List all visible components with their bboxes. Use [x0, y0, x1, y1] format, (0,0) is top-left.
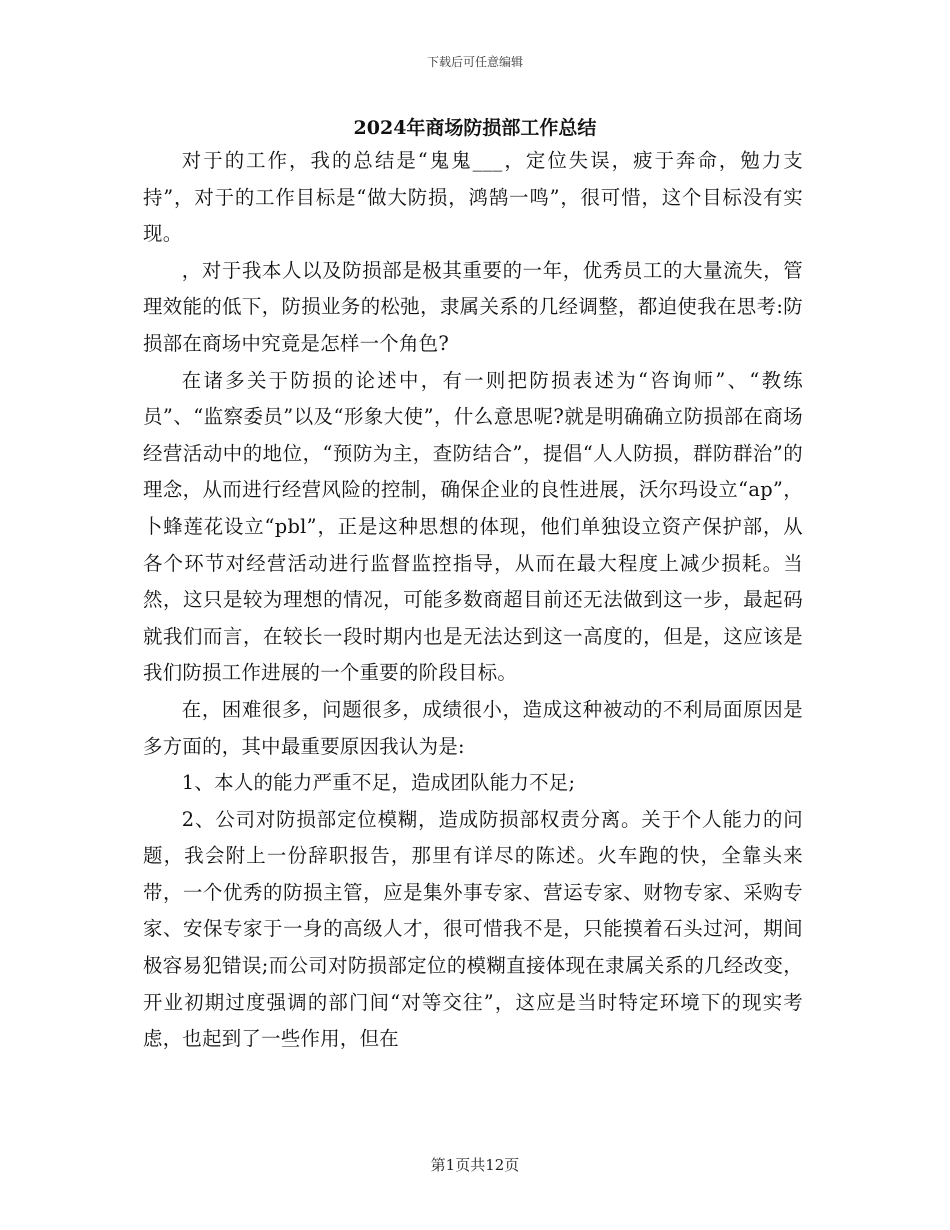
document-body [143, 143, 803, 1058]
document-title: 2024年商场防损部工作总结 [353, 117, 597, 139]
page-header-note: 下载后可任意编辑 [426, 55, 523, 69]
paragraph-4: 在，困难很多，问题很多，成绩很小，造成这种被动的不利局面原因是多方面的，其中最重要原因我认为是: [143, 697, 803, 758]
paragraph-6: 2、公司对防损部定位模糊，造成防损部权责分离。关于个人能力的问题，我会附上一份辞职报告，那里有详尽的陈述。火车跑的快，全靠头来带，一个优秀的防损主管，应是集外事专家、营运专家、财物专家、采购专家、安保专家于一身的高级人才，很可惜我不是，只能摸着石头过河，期间极容易犯错误;而公司对防损部定位的模糊直接体现在隶属关系的几经改变，开业初期过度强调的部门间“对等交往”，这应是当时特定环境下的现实考虑，也起到了一些作用，但在 [143, 807, 803, 1051]
page-number: 第1页共12页 [430, 1156, 520, 1174]
paragraph-1: 对于的工作，我的总结是“鬼鬼___，定位失误，疲于奔命，勉力支持”，对于的工作目标是“做大防损，鸿鹄一鸣”，很可惜，这个目标没有实现。 [143, 149, 803, 246]
paragraph-3: 在诸多关于防损的论述中，有一则把防损表述为“咨询师”、“教练员”、“监察委员”以及“形象大使”，什么意思呢?就是明确确立防损部在商场经营活动中的地位，“预防为主，查防结合”，提倡“人人防损，群防群治”的理念，从而进行经营风险的控制，确保企业的良性进展，沃尔玛设立“ap”，卜蜂莲花设立“pbl”，正是这种思想的体现，他们单独设立资产保护部，从各个环节对经营活动进行监督监控指导，从而在最大程度上减少损耗。当然，这只是较为理想的情况，可能多数商超目前还无法做到这一步，最起码就我们而言，在较长一段时期内也是无法达到这一高度的，但是，这应该是我们防损工作进展的一个重要的阶段目标。 [143, 368, 803, 685]
paragraph-5: 1、本人的能力严重不足，造成团队能力不足; [181, 771, 576, 795]
paragraph-2: ，对于我本人以及防损部是极其重要的一年，优秀员工的大量流失，管理效能的低下，防损业务的松弛，隶属关系的几经调整，都迫使我在思考:防损部在商场中究竟是怎样一个角色? [143, 258, 803, 355]
